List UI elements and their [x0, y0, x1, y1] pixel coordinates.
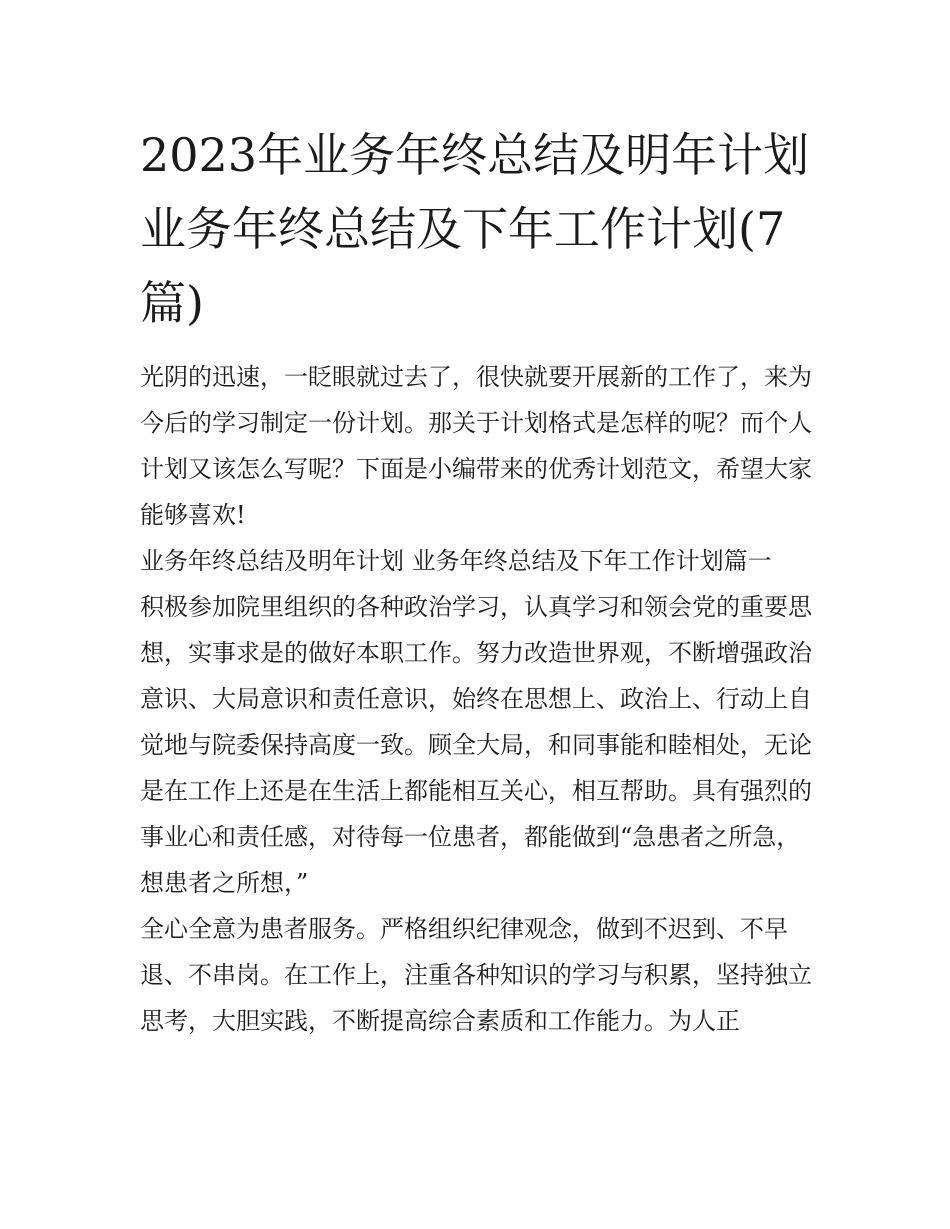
- document-title: 2023年业务年终总结及明年计划 业务年终总结及下年工作计划(7篇): [140, 128, 810, 330]
- document-body: [140, 118, 812, 1044]
- paragraph-body-1: 积极参加院里组织的各种政治学习，认真学习和领会党的重要思想，实事求是的做好本职工作。努力改造世界观，不断增强政治意识、大局意识和责任意识，始终在思想上、政治上、行动上自觉地与院委保持高度一致。顾全大局，和同事能和睦相处，无论是在工作上还是在生活上都能相互关心，相互帮助。具有强烈的事业心和责任感，对待每一位患者，都能做到“急患者之所急，想患者之所想，”: [140, 593, 812, 897]
- paragraph-intro: 光阴的迅速，一眨眼就过去了，很快就要开展新的工作了，来为今后的学习制定一份计划。那关于计划格式是怎样的呢？而个人计划又该怎么写呢？下面是小编带来的优秀计划范文，希望大家能够喜欢!: [140, 363, 812, 529]
- paragraph-body-2: 全心全意为患者服务。严格组织纪律观念，做到不迟到、不早退、不串岗。在工作上，注重各种知识的学习与积累，坚持独立思考，大胆实践，不断提高综合素质和工作能力。为人正: [140, 915, 812, 1035]
- section-heading: 业务年终总结及明年计划 业务年终总结及下年工作计划篇一: [140, 547, 772, 575]
